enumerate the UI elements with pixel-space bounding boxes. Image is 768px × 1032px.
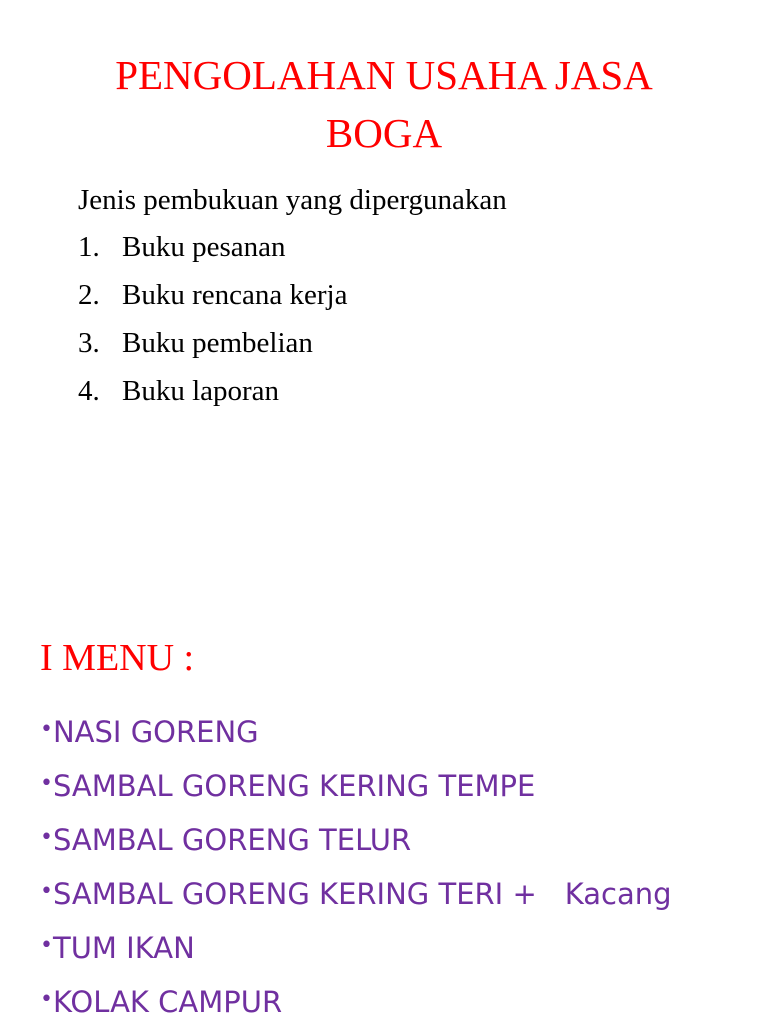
menu-item-text: NASI GORENG [52,715,259,749]
bullet-icon: • [40,933,53,958]
list-text: Buku rencana kerja [122,279,348,311]
menu-heading: I MENU : [40,637,195,679]
list-item [78,371,347,419]
menu-item-text: SAMBAL GORENG TELUR [52,823,412,857]
slide-2 [0,512,768,1024]
menu-item-extra: Kacang [564,877,672,911]
list-text: Buku laporan [122,375,280,407]
intro-text: Jenis pembukuan yang dipergunakan [78,184,507,216]
list-number: 3. [78,327,100,359]
bullet-icon: • [40,879,53,904]
slide-1 [0,0,768,512]
slide-title-line-2: BOGA [325,110,443,156]
list-item [40,870,672,924]
menu-list [40,708,672,1032]
list-number: 4. [78,375,100,407]
slide-title [0,46,768,162]
list-text: Buku pesanan [122,231,286,263]
menu-item-text: SAMBAL GORENG KERING TERI + [52,877,537,911]
list-number: 2. [78,279,100,311]
list-item [40,924,672,978]
list-item [40,762,672,816]
menu-item-text: KOLAK CAMPUR [52,985,283,1019]
list-item [78,275,347,323]
list-item [78,323,347,371]
bookkeeping-list [78,227,347,419]
menu-item-text: TUM IKAN [52,931,195,965]
list-text: Buku pembelian [122,327,313,359]
bullet-icon: • [40,825,53,850]
slide-title-line-1: PENGOLAHAN USAHA JASA [115,52,653,98]
list-item [40,708,672,762]
menu-item-text: SAMBAL GORENG KERING TEMPE [52,769,536,803]
list-number: 1. [78,231,100,263]
bullet-icon: • [40,987,53,1012]
list-item [78,227,347,275]
list-item [40,816,672,870]
bullet-icon: • [40,771,53,796]
bullet-icon: • [40,717,53,742]
